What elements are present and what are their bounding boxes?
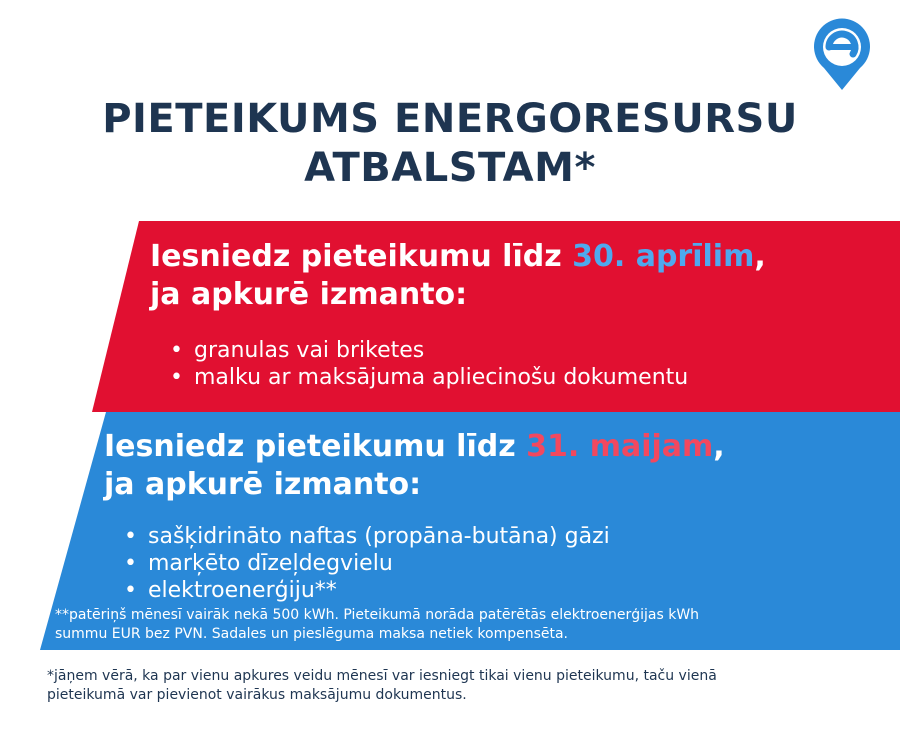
footnote-line-2: pieteikumā var pievienot vairākus maksājumu dokumentus. — [47, 687, 467, 703]
red-heading-suffix: , — [754, 239, 766, 274]
red-heading-line-1 — [150, 238, 766, 276]
red-deadline: 30. aprīlim — [572, 239, 755, 274]
footnote — [47, 667, 717, 705]
blue-heading-prefix: Iesniedz pieteikumu līdz — [104, 429, 527, 464]
title-line-2: ATBALSTAM* — [304, 145, 596, 191]
red-heading-subheading: ja apkurē izmanto: — [150, 277, 468, 312]
page-title — [0, 95, 900, 193]
electricity-note-line-1: **patēriņš mēnesī vairāk nekā 500 kWh. Pieteikumā norāda patērētās elektroenerģijas kWh — [55, 607, 700, 623]
list-item: • granulas vai briketes — [170, 337, 688, 364]
blue-heading-line-1 — [104, 428, 725, 466]
list-item: • malku ar maksājuma apliecinošu dokumentu — [170, 364, 688, 391]
title-line-1: PIETEIKUMS ENERGORESURSU — [102, 96, 798, 142]
electricity-note-line-2: summu EUR bez PVN. Sadales un pieslēguma maksa netiek kompensēta. — [55, 626, 569, 642]
blue-heading-suffix: , — [713, 429, 725, 464]
list-item: • elektroenerģiju** — [124, 577, 610, 604]
list-item: • marķēto dīzeļdegvielu — [124, 550, 610, 577]
red-section-heading — [150, 238, 766, 314]
electricity-note — [55, 606, 699, 644]
red-heading-prefix: Iesniedz pieteikumu līdz — [150, 239, 573, 274]
list-item: • sašķidrināto naftas (propāna-butāna) gāzi — [124, 523, 610, 550]
footnote-line-1: *jāņem vērā, ka par vienu apkures veidu mēnesī var iesniegt tikai vienu pieteikumu, taču vienā — [47, 668, 717, 684]
e-map-pin-logo-icon — [812, 16, 872, 92]
blue-deadline: 31. maijam — [526, 429, 714, 464]
blue-heading-subheading: ja apkurē izmanto: — [104, 467, 422, 502]
blue-section-list — [124, 523, 610, 604]
red-section-list — [170, 337, 688, 391]
blue-section-heading — [104, 428, 725, 504]
